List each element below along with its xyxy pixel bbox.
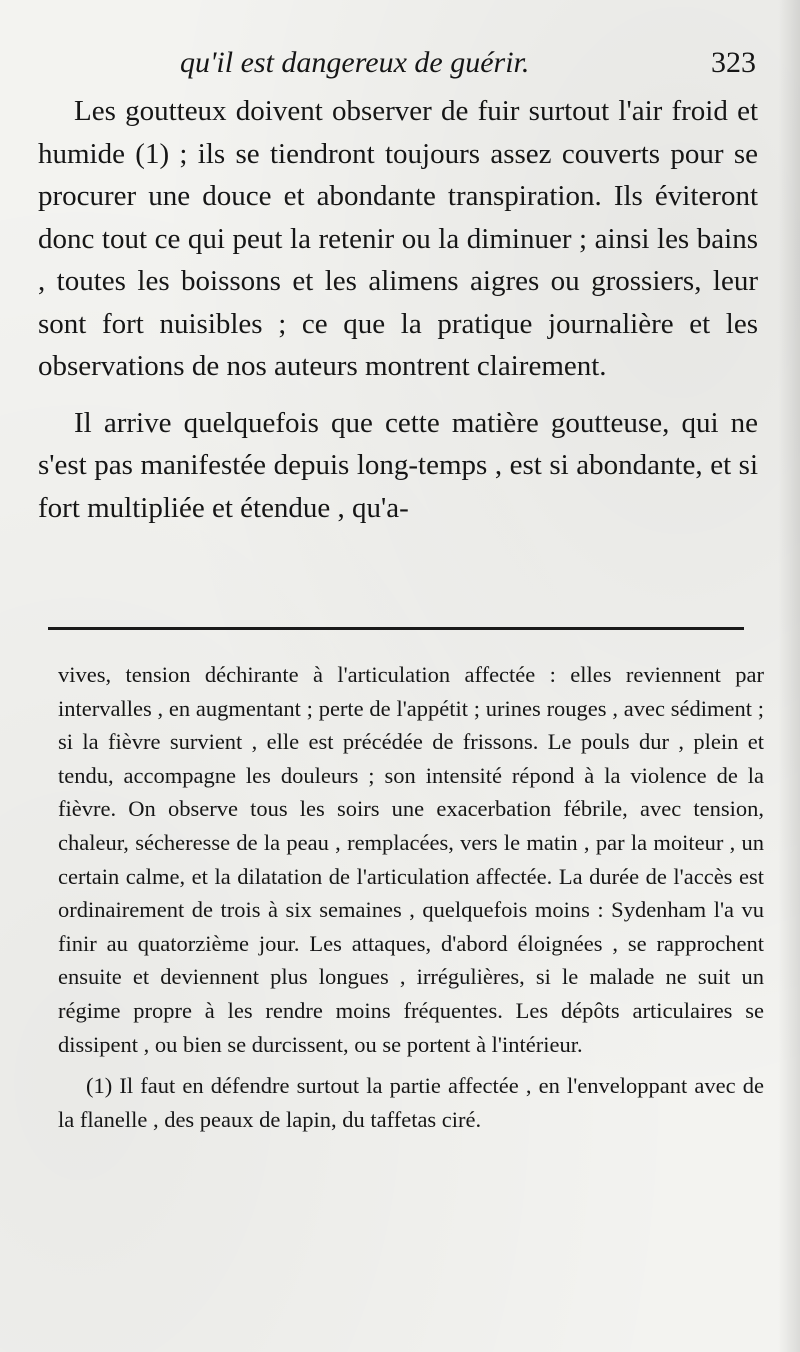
page-edge-shadow bbox=[778, 0, 800, 1352]
footnote-separator-rule bbox=[48, 627, 744, 630]
running-title: qu'il est dangereux de guérir. bbox=[180, 46, 530, 79]
footnote-1: (1) Il faut en défendre surtout la partie affectée , en l'enveloppant avec de la flanelle , des peaux de lapin, du taffetas ciré. bbox=[58, 1073, 764, 1132]
main-text bbox=[38, 90, 758, 529]
paragraph-2: Il arrive quelquefois que cette matière goutteuse, qui ne s'est pas manifestée depuis long-temps , est si abondante, et si fort multipliée et étendue , qu'a- bbox=[38, 406, 758, 524]
paragraph-1: Les goutteux doivent observer de fuir surtout l'air froid et humide (1) ; ils se tiendront toujours assez couverts pour se procurer une douce et abondante transpiration. Ils éviteront donc tout ce qui peut la retenir ou la diminuer ; ainsi les bains , toutes les boissons et les alimens aigres ou grossiers, leur sont fort nuisibles ; ce que la pratique journalière et les observations de nos auteurs montrent clairement. bbox=[38, 95, 758, 382]
footnotes bbox=[58, 658, 764, 1136]
page-number: 323 bbox=[711, 46, 756, 79]
footnote-continuation: vives, tension déchirante à l'articulation affectée : elles reviennent par intervalles , en augmentant ; perte de l'appétit ; urines rouges , avec sédiment ; si la fièvre survient , elle est précédée de frissons. Le pouls dur , plein et tendu, accompagne les douleurs ; son intensité répond à la violence de la fièvre. On observe tous les soirs une exacerbation fébrile, avec tension, chaleur, sécheresse de la peau , remplacées, vers le matin , par la moiteur , un certain calme, et la dilatation de l'articulation affectée. La durée de l'accès est ordinairement de trois à six semaines , quelquefois moins : Sydenham l'a vu finir au quatorzième jour. Les attaques, d'abord éloignées , se rapprochent ensuite et deviennent plus longues , irrégulières, si le malade ne suit un régime propre à les rendre moins fréquentes. Les dépôts articulaires se dissipent , ou bien se durcissent, ou se portent à l'intérieur. bbox=[58, 662, 764, 1057]
running-head bbox=[40, 38, 760, 88]
